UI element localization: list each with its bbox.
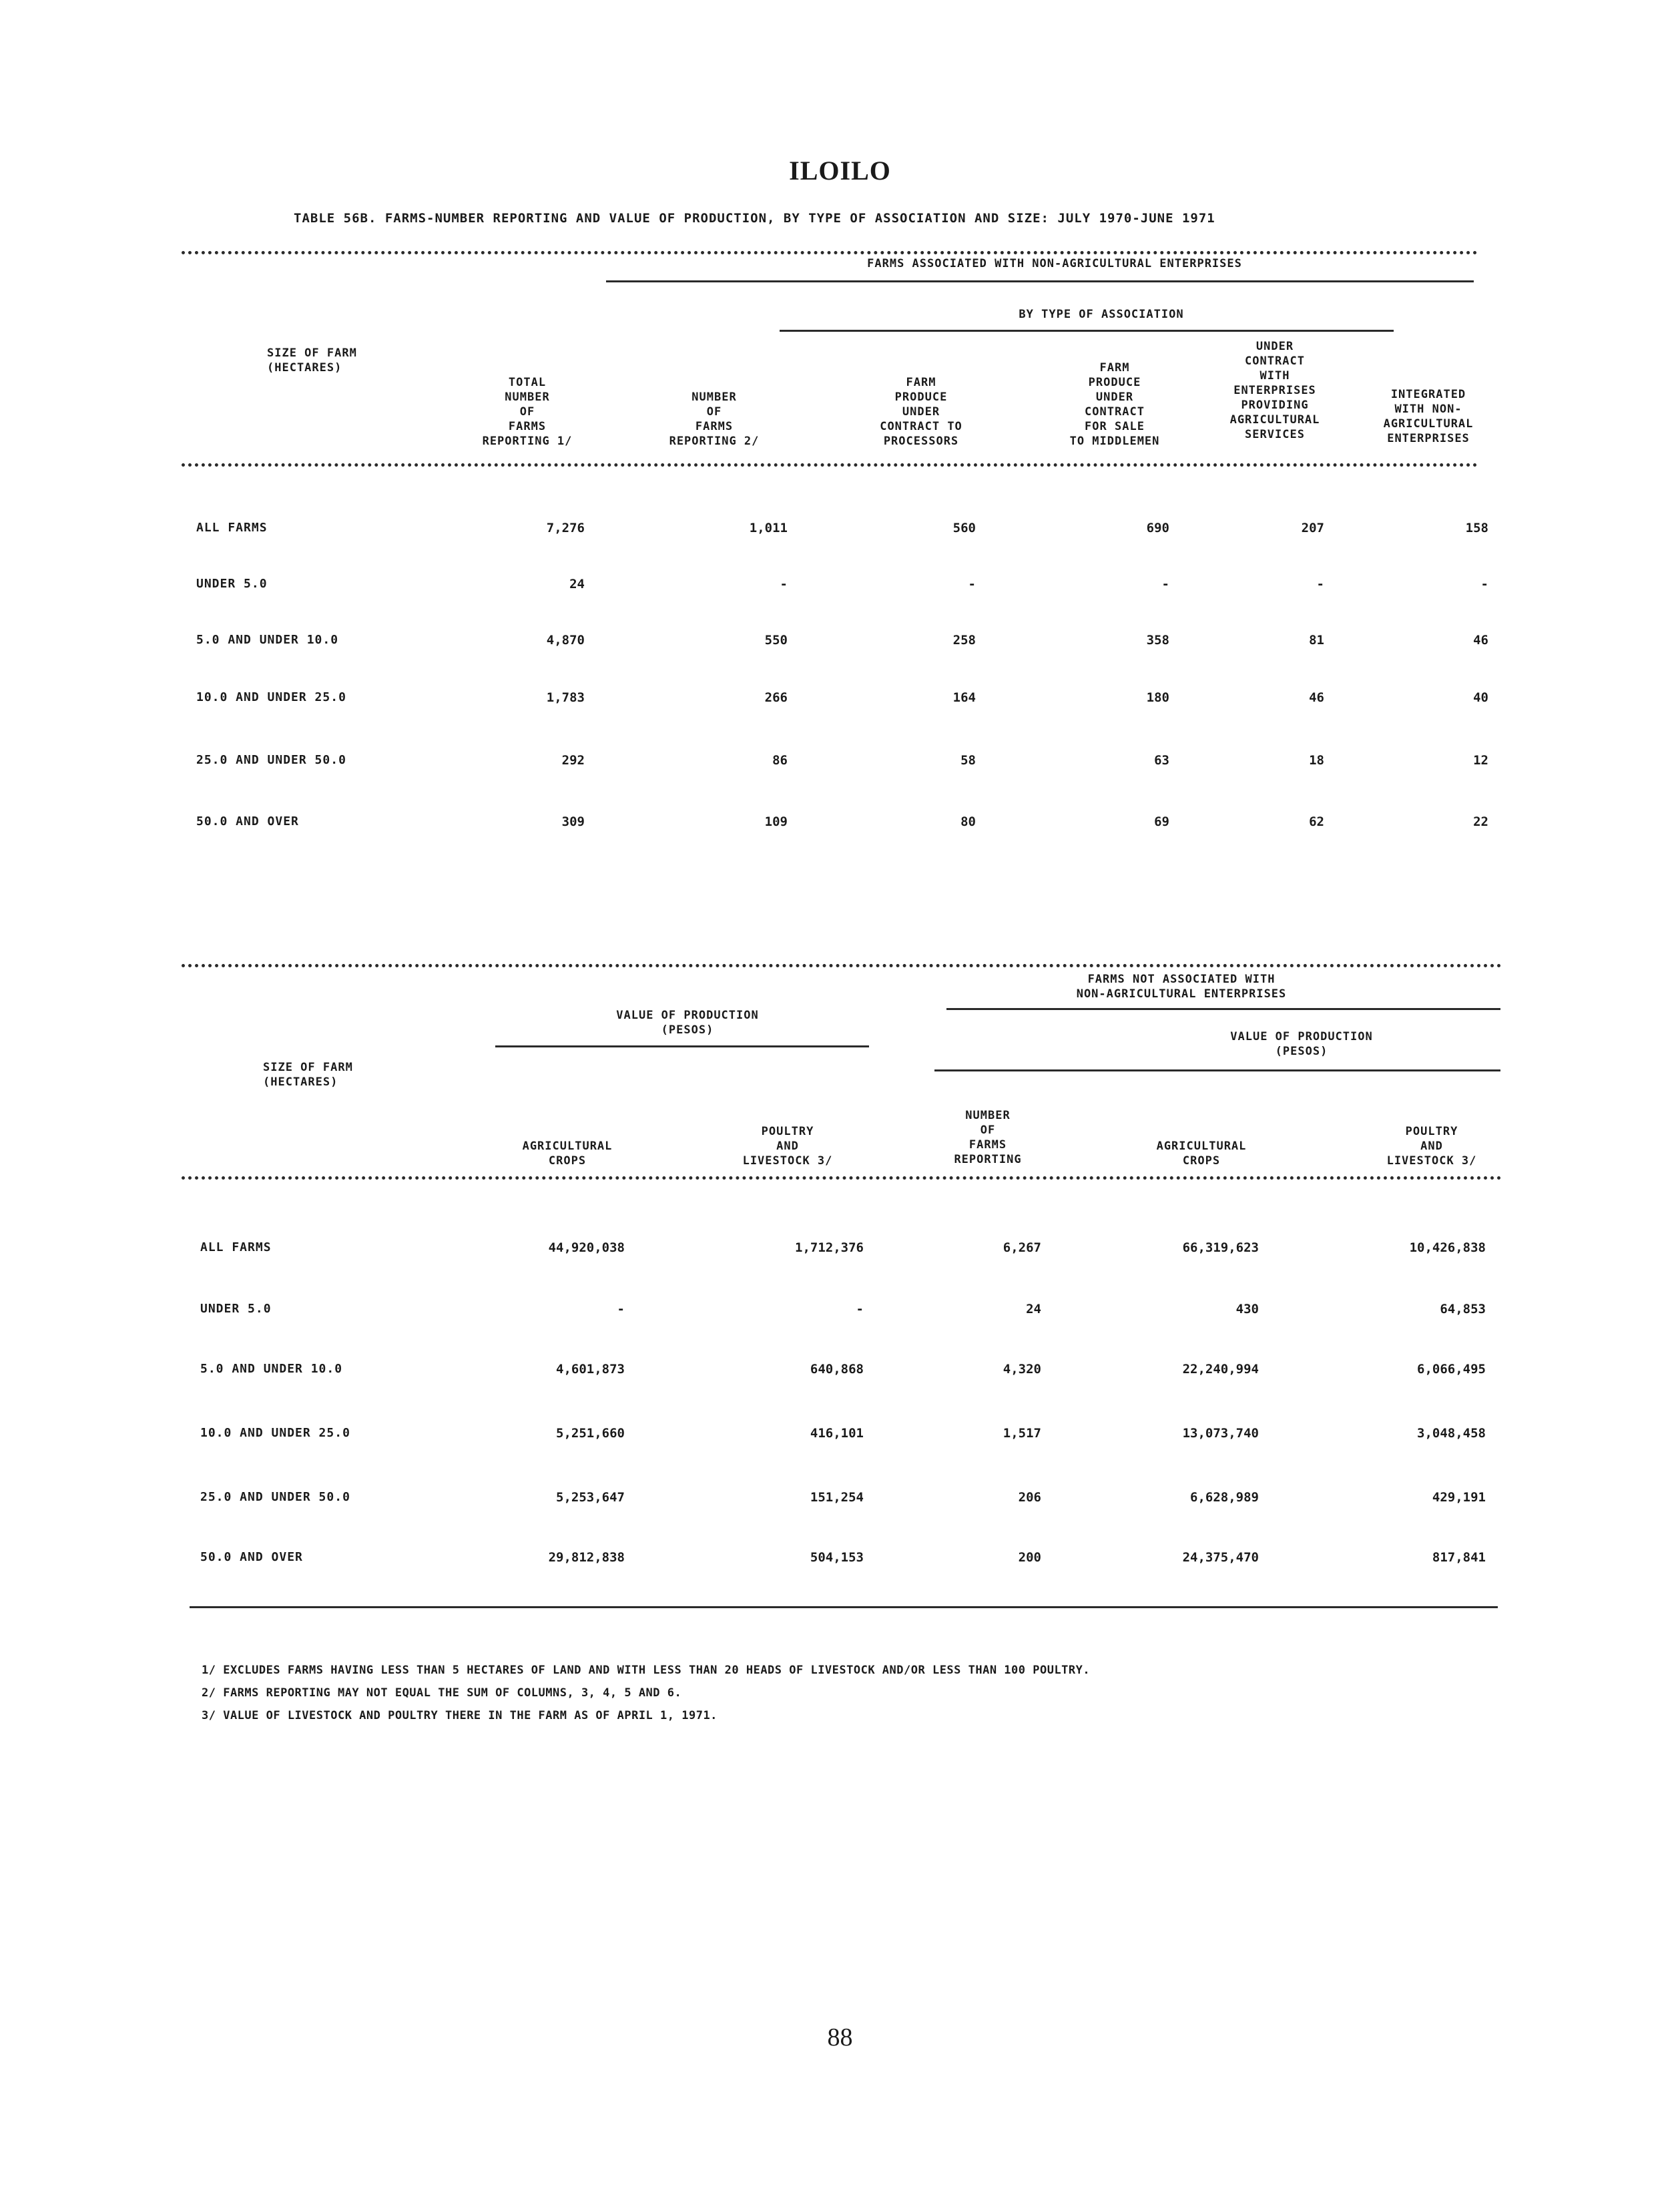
- table-cell: 6,267: [1003, 1240, 1041, 1255]
- table-cell: 46: [1309, 690, 1324, 705]
- t2-col-number: NUMBER OF FARMS REPORTING: [954, 1109, 1022, 1166]
- t2-col-size: SIZE OF FARM (HECTARES): [263, 1061, 353, 1089]
- header-bottom-rule: [182, 463, 1478, 467]
- table-cell: -: [617, 1302, 625, 1316]
- table-cell: 5,253,647: [556, 1490, 625, 1505]
- table-cell: 10,426,838: [1409, 1240, 1486, 1255]
- table-cell: 151,254: [810, 1490, 864, 1505]
- row-label: 50.0 AND OVER: [196, 814, 299, 828]
- table-cell: 12: [1473, 753, 1488, 768]
- table-cell: 58: [960, 753, 976, 768]
- table-cell: 1,517: [1003, 1426, 1041, 1441]
- t2-left-underline: [495, 1045, 869, 1047]
- table-cell: 1,011: [749, 521, 788, 535]
- row-label: 25.0 AND UNDER 50.0: [196, 753, 346, 767]
- table-cell: -: [1480, 577, 1488, 591]
- table-cell: 6,628,989: [1190, 1490, 1259, 1505]
- table-cell: 29,812,838: [548, 1550, 625, 1565]
- table-cell: -: [856, 1302, 864, 1316]
- table1-group-header: FARMS ASSOCIATED WITH NON-AGRICULTURAL ENTERPRISES: [867, 257, 1242, 270]
- t1-col-processors: FARM PRODUCE UNDER CONTRACT TO PROCESSORS: [880, 376, 962, 448]
- table-cell: 200: [1018, 1550, 1041, 1565]
- table-caption: TABLE 56B. FARMS-NUMBER REPORTING AND VALUE OF PRODUCTION, BY TYPE OF ASSOCIATION AND SIZE: JULY 1970-JUNE 1971: [294, 211, 1215, 226]
- table-cell: 416,101: [810, 1426, 864, 1441]
- t2-col-crops: AGRICULTURAL CROPS: [522, 1140, 613, 1168]
- footnote-1: 1/ EXCLUDES FARMS HAVING LESS THAN 5 HECTARES OF LAND AND WITH LESS THAN 20 HEADS OF LIVESTOCK AND/OR LESS THAN 100 POULTRY.: [202, 1664, 1091, 1677]
- t2-col-na-poultry: POULTRY AND LIVESTOCK 3/: [1386, 1125, 1477, 1168]
- table-cell: 429,191: [1432, 1490, 1486, 1505]
- row-label: 5.0 AND UNDER 10.0: [200, 1362, 343, 1376]
- table-cell: 690: [1146, 521, 1169, 535]
- table-cell: 207: [1301, 521, 1324, 535]
- table-cell: 4,320: [1003, 1362, 1041, 1377]
- row-label: 10.0 AND UNDER 25.0: [196, 690, 346, 704]
- table-cell: -: [968, 577, 976, 591]
- table-cell: 66,319,623: [1182, 1240, 1259, 1255]
- table-cell: 24: [1026, 1302, 1041, 1316]
- row-label: 10.0 AND UNDER 25.0: [200, 1426, 350, 1440]
- table-cell: 258: [952, 633, 976, 648]
- table-cell: 550: [764, 633, 788, 648]
- table-cell: 158: [1465, 521, 1488, 535]
- table-cell: 266: [764, 690, 788, 705]
- table-cell: 640,868: [810, 1362, 864, 1377]
- table-cell: 63: [1154, 753, 1169, 768]
- table2-top-rule: [182, 964, 1502, 967]
- table-cell: -: [780, 577, 788, 591]
- row-label: 25.0 AND UNDER 50.0: [200, 1490, 350, 1504]
- table-cell: 18: [1309, 753, 1324, 768]
- t2-group-header-right: FARMS NOT ASSOCIATED WITH NON-AGRICULTURAL ENTERPRISES: [1076, 973, 1287, 1001]
- table-cell: 5,251,660: [556, 1426, 625, 1441]
- table-cell: 309: [561, 814, 585, 829]
- table-cell: -: [1161, 577, 1169, 591]
- table-cell: 4,870: [546, 633, 585, 648]
- page-number: 88: [827, 2023, 853, 2051]
- table-cell: 62: [1309, 814, 1324, 829]
- t1-col-size: SIZE OF FARM (HECTARES): [267, 346, 357, 375]
- t2-sub-underline: [934, 1069, 1500, 1071]
- table-cell: 560: [952, 521, 976, 535]
- table-cell: 206: [1018, 1490, 1041, 1505]
- t1-col-number: NUMBER OF FARMS REPORTING 2/: [669, 391, 760, 448]
- footnote-2: 2/ FARMS REPORTING MAY NOT EQUAL THE SUM OF COLUMNS, 3, 4, 5 AND 6.: [202, 1686, 682, 1700]
- table1-subgroup-header: BY TYPE OF ASSOCIATION: [1019, 308, 1184, 321]
- top-rule: [182, 251, 1478, 254]
- table-cell: 1,712,376: [795, 1240, 864, 1255]
- t1-col-services: UNDER CONTRACT WITH ENTERPRISES PROVIDING AGRICULTURAL SERVICES: [1229, 340, 1320, 441]
- table-cell: 44,920,038: [548, 1240, 625, 1255]
- table-cell: 3,048,458: [1417, 1426, 1486, 1441]
- footnote-3: 3/ VALUE OF LIVESTOCK AND POULTRY THERE IN THE FARM AS OF APRIL 1, 1971.: [202, 1709, 718, 1722]
- table-cell: 358: [1146, 633, 1169, 648]
- table-cell: 40: [1473, 690, 1488, 705]
- t2-col-na-crops: AGRICULTURAL CROPS: [1156, 1140, 1247, 1168]
- table-cell: 69: [1154, 814, 1169, 829]
- table-cell: 80: [960, 814, 976, 829]
- row-label: 5.0 AND UNDER 10.0: [196, 633, 339, 647]
- t1-col-total: TOTAL NUMBER OF FARMS REPORTING 1/: [482, 376, 573, 448]
- table-cell: 430: [1235, 1302, 1259, 1316]
- t2-group-header-left: VALUE OF PRODUCTION (PESOS): [616, 1009, 759, 1037]
- table-cell: 817,841: [1432, 1550, 1486, 1565]
- row-label: UNDER 5.0: [200, 1302, 272, 1316]
- table-cell: 180: [1146, 690, 1169, 705]
- table-cell: 24,375,470: [1182, 1550, 1259, 1565]
- table-cell: 86: [772, 753, 788, 768]
- t1-col-integrated: INTEGRATED WITH NON- AGRICULTURAL ENTERPRISES: [1383, 388, 1474, 445]
- table-cell: 7,276: [546, 521, 585, 535]
- page-title: ILOILO: [789, 156, 891, 186]
- table-cell: 13,073,740: [1182, 1426, 1259, 1441]
- t1-col-middlemen: FARM PRODUCE UNDER CONTRACT FOR SALE TO MIDDLEMEN: [1069, 361, 1160, 448]
- table-cell: 109: [764, 814, 788, 829]
- table-cell: 22: [1473, 814, 1488, 829]
- table-cell: 24: [569, 577, 585, 591]
- table-cell: 4,601,873: [556, 1362, 625, 1377]
- row-label: ALL FARMS: [196, 521, 268, 535]
- table-cell: 6,066,495: [1417, 1362, 1486, 1377]
- table-cell: 81: [1309, 633, 1324, 648]
- table-cell: -: [1316, 577, 1324, 591]
- t2-subgroup-header-right: VALUE OF PRODUCTION (PESOS): [1230, 1030, 1373, 1058]
- table-cell: 164: [952, 690, 976, 705]
- subgroup-underline: [780, 330, 1394, 332]
- table2-header-bottom-rule: [182, 1176, 1502, 1180]
- table-cell: 46: [1473, 633, 1488, 648]
- row-label: ALL FARMS: [200, 1240, 272, 1254]
- table-cell: 292: [561, 753, 585, 768]
- group-underline: [606, 280, 1474, 282]
- table-cell: 1,783: [546, 690, 585, 705]
- t2-col-poultry: POULTRY AND LIVESTOCK 3/: [742, 1125, 833, 1168]
- table-cell: 504,153: [810, 1550, 864, 1565]
- table-cell: 22,240,994: [1182, 1362, 1259, 1377]
- table2-bottom-rule: [190, 1606, 1498, 1608]
- table-cell: 64,853: [1440, 1302, 1486, 1316]
- row-label: UNDER 5.0: [196, 577, 268, 591]
- t2-right-underline: [946, 1008, 1500, 1010]
- row-label: 50.0 AND OVER: [200, 1550, 303, 1564]
